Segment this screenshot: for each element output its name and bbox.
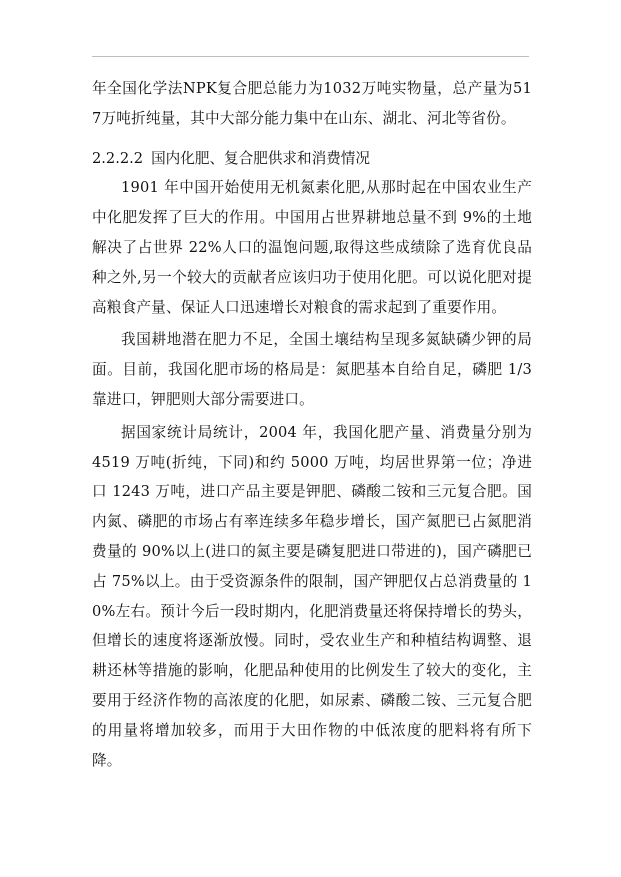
section-heading [92, 144, 532, 174]
header-rule [92, 56, 529, 57]
paragraph-statistics: 据国家统计局统计，2004 年，我国化肥产量、消费量分别为 4519 万吨(折纯，下同)和约 5000 万吨，均居世界第一位；净进口 1243 万吨，进口产品主要是钾肥、磷酸二铵和三元复合肥。国内氮、磷肥的市场占有率连续多年稳步增长，国产氮肥已占氮肥消费量的 90%以上(进口的氮主要是磷复肥进口带进的)，国产磷肥已占 75%以上。由于受资源条件的限制，国产钾肥仅占总消费量的 10%左右。预计今后一段时期内，化肥消费量还将保持增长的势头，但增长的速度将逐渐放慢。同时，受农业生产和种植结构调整、退耕还林等措施的影响，化肥品种使用的比例发生了较大的变化，主要用于经济作物的高浓度的化肥，如尿素、磷酸二铵、三元复合肥的用量将增加较多，而用于大田作物的中低浓度的肥料将有所下降。 [92, 423, 532, 769]
document-body [92, 74, 532, 775]
intro-paragraph: 年全国化学法NPK复合肥总能力为1032万吨实物量，总产量为517万吨折纯量，其中大部分能力集中在山东、湖北、河北等省份。 [92, 80, 532, 127]
paragraph-fertilizer-history: 1901 年中国开始使用无机氮素化肥,从那时起在中国农业生产中化肥发挥了巨大的作用。中国用占世界耕地总量不到 9%的土地解决了占世界 22%人口的温饱问题,取得这些成绩除了选育优良品种之外,另一个较大的贡献者应该归功于使用化肥。可以说化肥对提高粮食产量、保证人口迅速增长对粮食的需求起到了重要作用。 [92, 179, 532, 316]
section-title: 国内化肥、复合肥供求和消费情况 [151, 149, 370, 167]
section-number: 2.2.2.2 [92, 149, 144, 167]
paragraph-soil-structure: 我国耕地潜在肥力不足，全国土壤结构呈现多氮缺磷少钾的局面。目前，我国化肥市场的格局是：氮肥基本自给自足，磷肥 1/3 靠进口，钾肥则大部分需要进口。 [92, 331, 532, 408]
